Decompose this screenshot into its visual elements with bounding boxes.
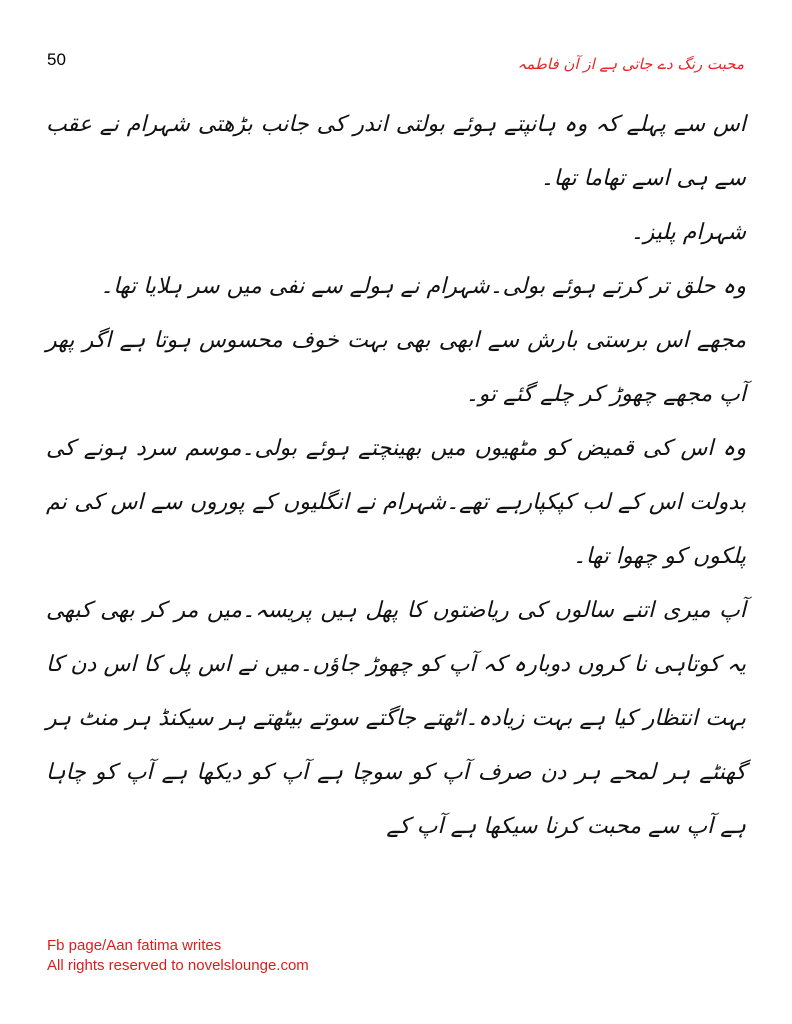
paragraph-6: آپ میری اتنے سالوں کی ریاضتوں کا پھل ہیں پریسہ۔میں مر کر بھی کبھی یہ کوتاہی نا کروں دوبارہ کہ آپ کو چھوڑ جاؤں۔میں نے اس پل کا اس دن کا بہت انتظار کیا ہے بہت زیادہ۔اٹھتے جاگتے سوتے بیٹھتے ہر سیکنڈ ہر منٹ ہر گھنٹے ہر لمحے ہر دن صرف آپ کو سوچا ہے آپ کو دیکھا ہے آپ کو چاہا ہے آپ سے محبت کرنا سیکھا ہے آپ کے xyxy=(46,598,746,839)
paragraph-4: مجھے اس برستی بارش سے ابھی بھی بہت خوف محسوس ہوتا ہے اگر پھر آپ مجھے چھوڑ کر چلے گئے تو۔ xyxy=(46,328,746,407)
paragraph-2: شہرام پلیز۔ xyxy=(630,220,746,245)
paragraph-3: وہ حلق تر کرتے ہوئے بولی۔شہرام نے ہولے سے نفی میں سر ہلایا تھا۔ xyxy=(100,274,746,299)
paragraph-5: وہ اس کی قمیض کو مٹھیوں میں بھینچتے ہوئے بولی۔موسم سرد ہونے کی بدولت اس کے لب کپکپارہے تھے۔شہرام نے انگلیوں کے پوروں سے اس کی نم پلکوں کو چھوا تھا۔ xyxy=(46,436,746,569)
footer-fb-page: Fb page/Aan fatima writes xyxy=(47,937,222,954)
header-title: محبت رنگ دے جاتی ہے از آن فاطمہ xyxy=(517,55,744,73)
page-number: 50 xyxy=(47,50,66,69)
footer xyxy=(47,936,309,976)
paragraph-1: اس سے پہلے کہ وہ ہانپتے ہوئے بولتی اندر کی جانب بڑھتی شہرام نے عقب سے ہی اسے تھاما تھا۔ xyxy=(46,112,746,191)
body-text xyxy=(46,98,746,854)
footer-copyright: All rights reserved to novelslounge.com xyxy=(47,957,309,974)
